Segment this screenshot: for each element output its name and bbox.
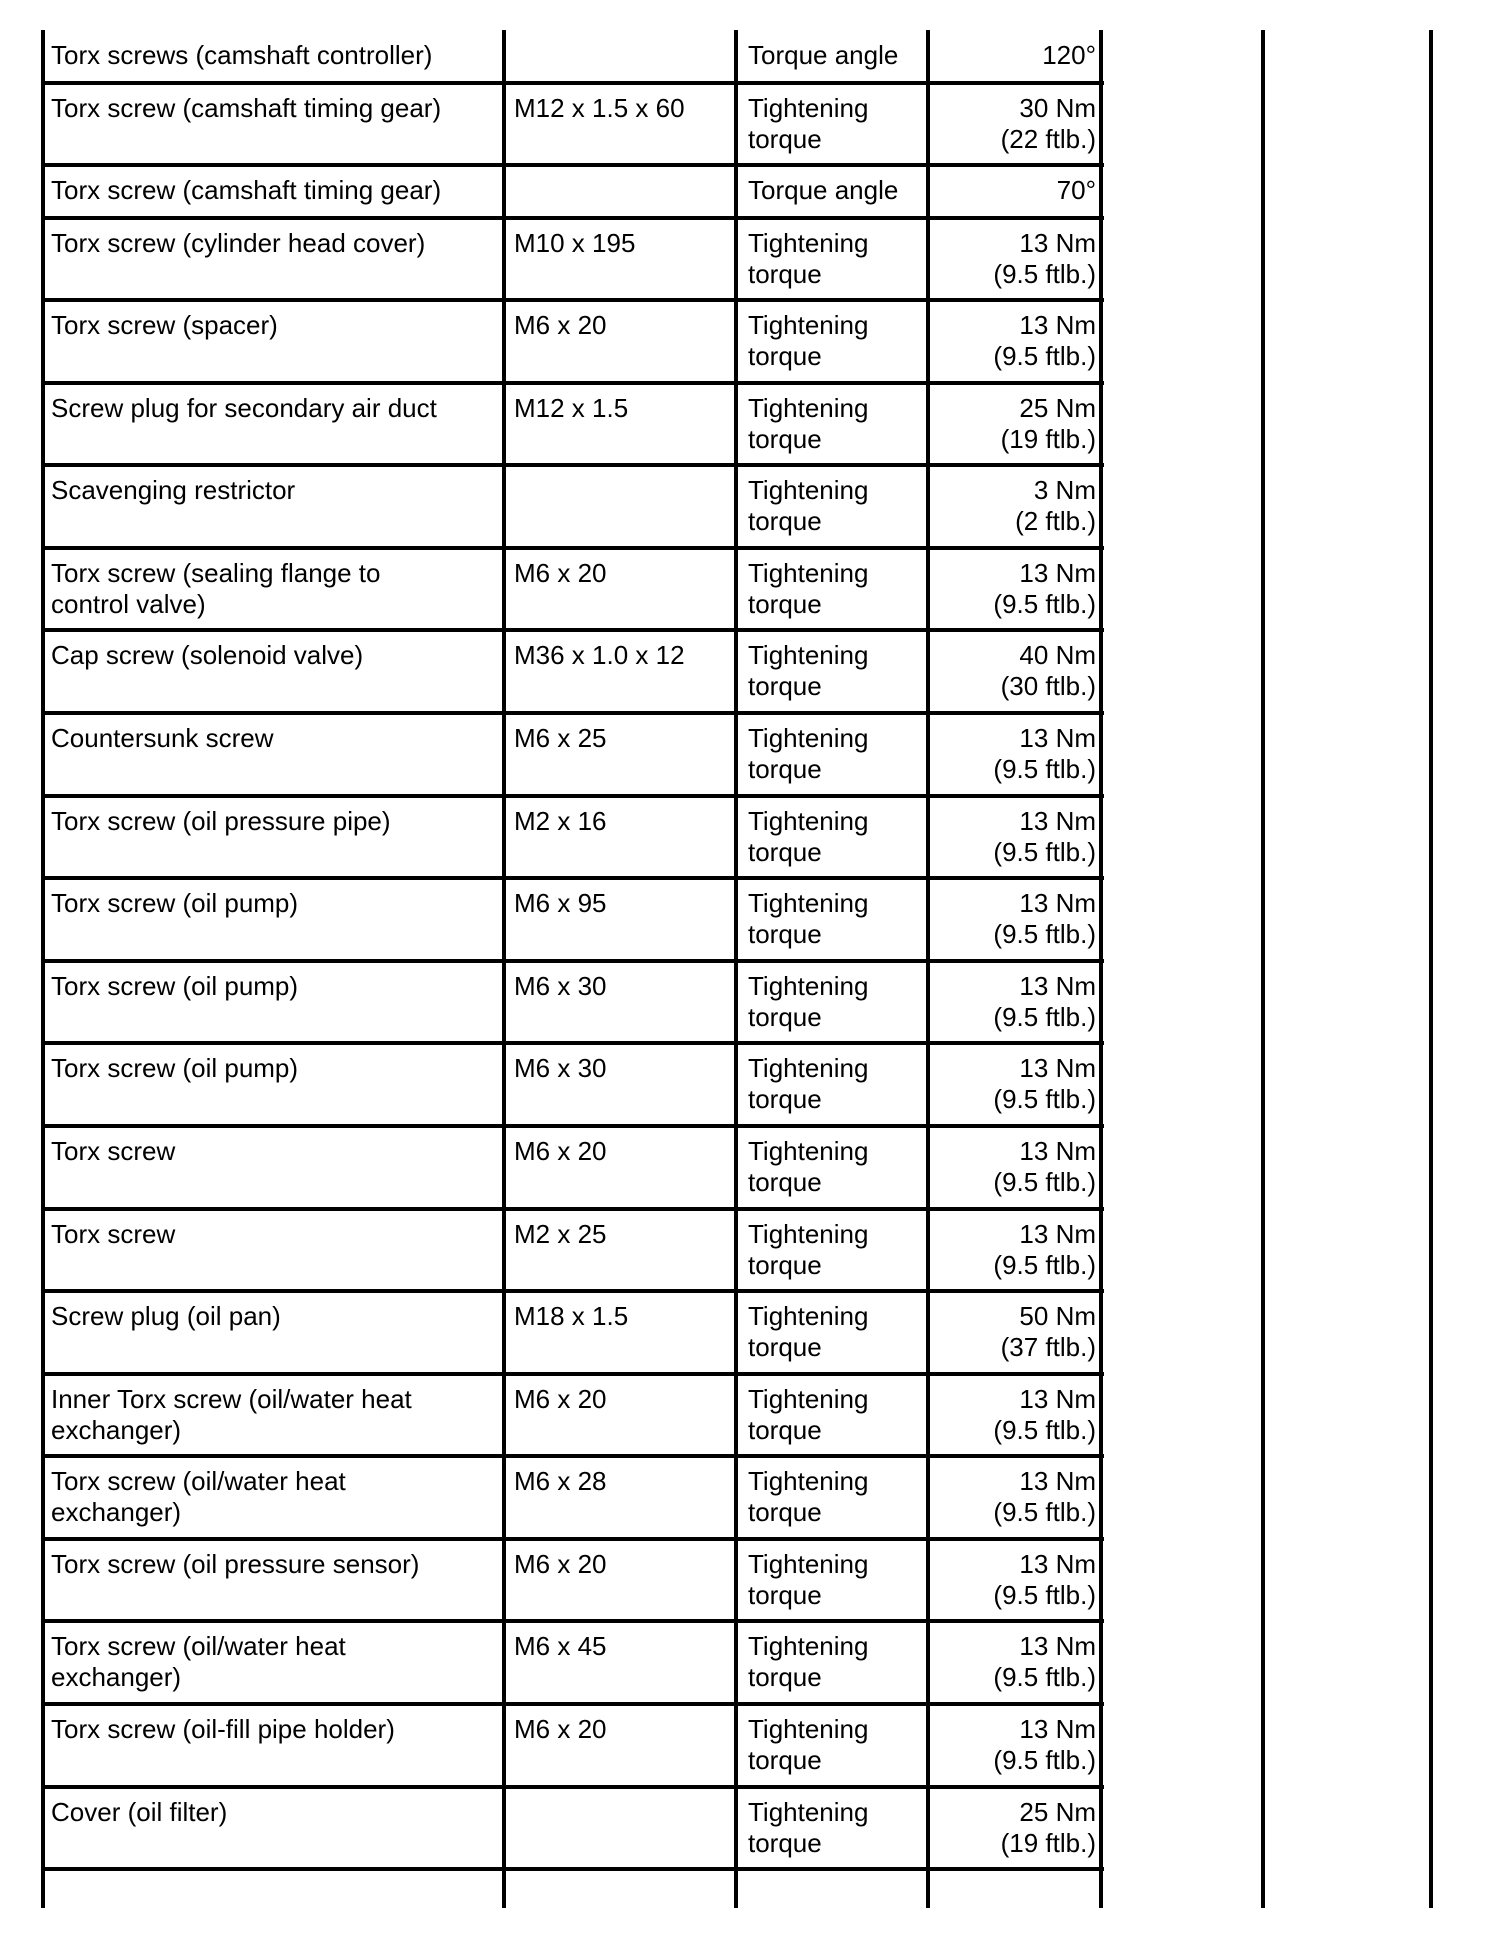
spec-type-cell: Tightening torque <box>748 1219 869 1280</box>
column-divider <box>502 30 506 1908</box>
spec-type-cell: Tightening torque <box>748 1549 869 1610</box>
column-divider <box>734 30 738 1908</box>
component-cell: Torx screw (camshaft timing gear) <box>51 175 442 205</box>
component-cell: Countersunk screw <box>51 723 274 753</box>
torque-value-cell: 13 Nm (9.5 ftlb.) <box>993 228 1096 289</box>
row-divider <box>41 381 1104 385</box>
spec-type-cell: Tightening torque <box>748 228 869 289</box>
torque-value-cell: 13 Nm (9.5 ftlb.) <box>993 1549 1096 1610</box>
column-divider <box>41 30 45 1908</box>
spec-type-cell: Tightening torque <box>748 723 869 784</box>
torque-value-cell: 13 Nm (9.5 ftlb.) <box>993 310 1096 371</box>
component-cell: Scavenging restrictor <box>51 475 296 505</box>
row-divider <box>41 1124 1104 1128</box>
row-divider <box>41 81 1104 85</box>
row-divider <box>41 546 1104 550</box>
component-cell: Cap screw (solenoid valve) <box>51 640 364 670</box>
thread-size-cell: M36 x 1.0 x 12 <box>514 640 685 670</box>
spec-type-cell: Tightening torque <box>748 93 869 154</box>
torque-value-cell: 13 Nm (9.5 ftlb.) <box>993 723 1096 784</box>
spec-type-cell: Tightening torque <box>748 971 869 1032</box>
torque-value-cell: 13 Nm (9.5 ftlb.) <box>993 1136 1096 1197</box>
torque-value-cell: 13 Nm (9.5 ftlb.) <box>993 1384 1096 1445</box>
torque-value-cell: 3 Nm (2 ftlb.) <box>1015 475 1096 536</box>
thread-size-cell: M6 x 45 <box>514 1631 607 1661</box>
component-cell: Torx screw (oil pump) <box>51 888 299 918</box>
torque-value-cell: 13 Nm (9.5 ftlb.) <box>993 971 1096 1032</box>
row-divider <box>41 1619 1104 1623</box>
thread-size-cell: M6 x 20 <box>514 310 607 340</box>
row-divider <box>41 1372 1104 1376</box>
torque-value-cell: 13 Nm (9.5 ftlb.) <box>993 888 1096 949</box>
row-divider <box>41 1785 1104 1789</box>
torque-value-cell: 120° <box>1042 40 1096 70</box>
component-cell: Screw plug for secondary air duct <box>51 393 437 423</box>
torque-value-cell: 13 Nm (9.5 ftlb.) <box>993 1053 1096 1114</box>
torque-value-cell: 50 Nm (37 ftlb.) <box>1000 1301 1096 1362</box>
thread-size-cell: M6 x 30 <box>514 1053 607 1083</box>
row-divider <box>41 463 1104 467</box>
thread-size-cell: M6 x 25 <box>514 723 607 753</box>
row-divider <box>41 163 1104 167</box>
component-cell: Torx screws (camshaft controller) <box>51 40 433 70</box>
thread-size-cell: M6 x 20 <box>514 1384 607 1414</box>
thread-size-cell: M6 x 20 <box>514 1714 607 1744</box>
spec-type-cell: Tightening torque <box>748 888 869 949</box>
thread-size-cell: M6 x 30 <box>514 971 607 1001</box>
torque-value-cell: 13 Nm (9.5 ftlb.) <box>993 1714 1096 1775</box>
torque-value-cell: 13 Nm (9.5 ftlb.) <box>993 1466 1096 1527</box>
torque-value-cell: 13 Nm (9.5 ftlb.) <box>993 1631 1096 1692</box>
row-divider <box>41 959 1104 963</box>
row-divider <box>41 1207 1104 1211</box>
thread-size-cell: M2 x 16 <box>514 806 607 836</box>
spec-type-cell: Torque angle <box>748 40 899 70</box>
spec-type-cell: Tightening torque <box>748 640 869 701</box>
spec-type-cell: Tightening torque <box>748 310 869 371</box>
component-cell: Torx screw (oil/water heat exchanger) <box>51 1466 346 1527</box>
torque-value-cell: 13 Nm (9.5 ftlb.) <box>993 558 1096 619</box>
torque-value-cell: 25 Nm (19 ftlb.) <box>1000 1797 1096 1858</box>
spec-type-cell: Tightening torque <box>748 1466 869 1527</box>
row-divider <box>41 794 1104 798</box>
torque-value-cell: 25 Nm (19 ftlb.) <box>1000 393 1096 454</box>
torque-value-cell: 70° <box>1056 175 1096 205</box>
row-divider <box>41 876 1104 880</box>
spec-type-cell: Tightening torque <box>748 1301 869 1362</box>
thread-size-cell: M2 x 25 <box>514 1219 607 1249</box>
spec-type-cell: Tightening torque <box>748 1714 869 1775</box>
component-cell: Inner Torx screw (oil/water heat exchanger) <box>51 1384 412 1445</box>
torque-spec-table <box>41 30 1433 1908</box>
thread-size-cell: M12 x 1.5 <box>514 393 629 423</box>
component-cell: Torx screw (oil pump) <box>51 971 299 1001</box>
row-divider <box>41 1454 1104 1458</box>
row-divider <box>41 298 1104 302</box>
spec-type-cell: Tightening torque <box>748 806 869 867</box>
thread-size-cell: M12 x 1.5 x 60 <box>514 93 685 123</box>
component-cell: Torx screw (sealing flange to control valve) <box>51 558 381 619</box>
thread-size-cell: M10 x 195 <box>514 228 636 258</box>
thread-size-cell: M6 x 20 <box>514 1549 607 1579</box>
torque-value-cell: 13 Nm (9.5 ftlb.) <box>993 806 1096 867</box>
row-divider <box>41 1041 1104 1045</box>
column-divider <box>1261 30 1265 1908</box>
component-cell: Torx screw (cylinder head cover) <box>51 228 426 258</box>
torque-value-cell: 40 Nm (30 ftlb.) <box>1000 640 1096 701</box>
column-divider <box>1099 30 1103 1908</box>
spec-type-cell: Tightening torque <box>748 475 869 536</box>
component-cell: Torx screw (oil-fill pipe holder) <box>51 1714 395 1744</box>
component-cell: Torx screw <box>51 1219 176 1249</box>
component-cell: Cover (oil filter) <box>51 1797 228 1827</box>
row-divider <box>41 1289 1104 1293</box>
row-divider <box>41 711 1104 715</box>
spec-type-cell: Tightening torque <box>748 1053 869 1114</box>
spec-type-cell: Tightening torque <box>748 1136 869 1197</box>
component-cell: Screw plug (oil pan) <box>51 1301 281 1331</box>
spec-type-cell: Tightening torque <box>748 1631 869 1692</box>
thread-size-cell: M6 x 20 <box>514 1136 607 1166</box>
thread-size-cell: M6 x 20 <box>514 558 607 588</box>
component-cell: Torx screw (oil/water heat exchanger) <box>51 1631 346 1692</box>
thread-size-cell: M18 x 1.5 <box>514 1301 629 1331</box>
spec-type-cell: Tightening torque <box>748 393 869 454</box>
row-divider <box>41 1702 1104 1706</box>
torque-value-cell: 13 Nm (9.5 ftlb.) <box>993 1219 1096 1280</box>
row-divider <box>41 216 1104 220</box>
component-cell: Torx screw (camshaft timing gear) <box>51 93 442 123</box>
component-cell: Torx screw (oil pump) <box>51 1053 299 1083</box>
component-cell: Torx screw <box>51 1136 176 1166</box>
component-cell: Torx screw (oil pressure sensor) <box>51 1549 420 1579</box>
spec-type-cell: Torque angle <box>748 175 899 205</box>
thread-size-cell: M6 x 95 <box>514 888 607 918</box>
row-divider <box>41 1537 1104 1541</box>
component-cell: Torx screw (spacer) <box>51 310 278 340</box>
row-divider <box>41 1867 1104 1871</box>
spec-type-cell: Tightening torque <box>748 558 869 619</box>
torque-value-cell: 30 Nm (22 ftlb.) <box>1000 93 1096 154</box>
thread-size-cell: M6 x 28 <box>514 1466 607 1496</box>
spec-type-cell: Tightening torque <box>748 1384 869 1445</box>
column-divider <box>1429 30 1433 1908</box>
row-divider <box>41 628 1104 632</box>
component-cell: Torx screw (oil pressure pipe) <box>51 806 391 836</box>
spec-type-cell: Tightening torque <box>748 1797 869 1858</box>
